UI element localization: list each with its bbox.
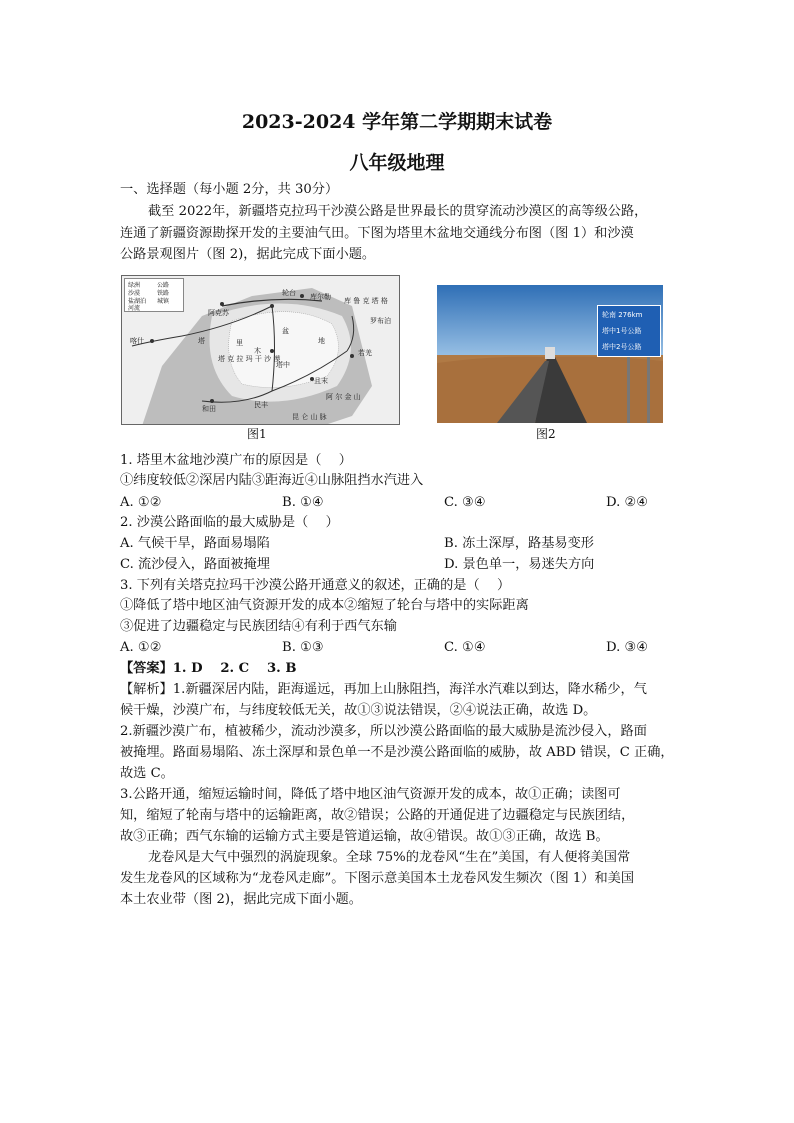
tarim-basin-map bbox=[121, 275, 400, 425]
analysis-line-1: 【解析】1.新疆深居内陆，距海遥远，再加上山脉阻挡，海洋水汽难以到达，降水稀少，气 bbox=[120, 682, 647, 697]
q2-option-a: A. 气候干旱，路面易塌陷 bbox=[120, 536, 270, 551]
road-sign bbox=[597, 305, 661, 357]
legend-oasis: 绿洲 bbox=[128, 282, 141, 289]
question-1-items: ①纬度较低②深居内陆③距海近④山脉阻挡水汽进入 bbox=[120, 473, 424, 488]
analysis-line-5: 故选 C。 bbox=[120, 766, 174, 781]
q1-option-a: A. ①② bbox=[120, 495, 162, 510]
legend-town: 城镇 bbox=[157, 298, 170, 305]
analysis-line-3: 2.新疆沙漠广布，植被稀少，流动沙漠多，所以沙漠公路面临的最大威胁是流沙侵入，路面 bbox=[120, 724, 647, 739]
analysis-line-8: 故③正确；西气东输的运输方式主要是管道运输，故④错误。故①③正确，故选 B。 bbox=[120, 829, 609, 844]
q1-option-b: B. ①④ bbox=[282, 495, 324, 510]
analysis-line-2: 候干燥，沙漠广布，与纬度较低无关，故①③说法错误，②④说法正确，故选 D。 bbox=[120, 703, 597, 718]
legend-river: 河流 bbox=[128, 305, 141, 312]
map-label-li: 里 bbox=[236, 339, 243, 347]
question-3-items-line-2: ③促进了边疆稳定与民族团结④有利于西气东输 bbox=[120, 619, 397, 634]
analysis-line-7: 知，缩短了轮南与塔中的运输距离，故②错误；公路的开通促进了边疆稳定与民族团结， bbox=[120, 808, 635, 823]
passage2-line-1: 龙卷风是大气中强烈的涡旋现象。全球 75%的龙卷风“生在”美国，有人便将美国常 bbox=[148, 850, 631, 865]
map-label-tazhong: 塔中 bbox=[276, 361, 290, 369]
map-label-pen: 盆 bbox=[282, 327, 289, 335]
legend-salt-lake: 盐湖泊 bbox=[128, 298, 147, 305]
q2-option-d: D. 景色单一，易迷失方向 bbox=[444, 557, 595, 572]
q3-option-b: B. ①③ bbox=[282, 640, 324, 655]
map-label-qiemo: 且末 bbox=[314, 377, 328, 385]
q1-option-d: D. ②④ bbox=[606, 495, 649, 510]
passage1-line-1: 截至 2022年，新疆塔克拉玛干沙漠公路是世界最长的贯穿流动沙漠区的高等级公路， bbox=[148, 204, 648, 219]
map-legend bbox=[124, 278, 184, 312]
map-label-luntai: 轮台 bbox=[282, 289, 296, 297]
sign-line-2: 塔中1号公路 bbox=[602, 327, 642, 335]
question-3-stem: 3. 下列有关塔克拉玛干沙漠公路开通意义的叙述，正确的是（ ） bbox=[120, 578, 511, 593]
q2-option-b: B. 冻土深厚，路基易变形 bbox=[444, 536, 594, 551]
map-label-kashgar: 喀什 bbox=[130, 337, 144, 345]
sign-line-1: 轮南 276km bbox=[602, 311, 643, 319]
passage2-line-2: 发生龙卷风的区域称为“龙卷风走廊”。下图示意美国本土龙卷风发生频次（图 1）和美国 bbox=[120, 871, 634, 886]
map-label-ruoqiang: 若羌 bbox=[358, 349, 372, 357]
exam-subtitle: 八年级地理 bbox=[349, 152, 445, 174]
desert-road-photo bbox=[437, 285, 663, 423]
passage1-line-2: 连通了新疆资源勘探开发的主要油气田。下图为塔里木盆地交通线分布图（图 1）和沙漠 bbox=[120, 226, 634, 241]
q1-option-c: C. ③④ bbox=[444, 495, 486, 510]
sign-line-3: 塔中2号公路 bbox=[602, 343, 642, 351]
legend-desert: 沙漠 bbox=[128, 290, 141, 297]
map-label-mu: 木 bbox=[254, 347, 261, 355]
map-label-kunlun: 昆 仑 山 脉 bbox=[292, 413, 327, 421]
figure1-caption: 图1 bbox=[247, 427, 267, 441]
map-label-korla: 库尔勒 bbox=[310, 293, 331, 301]
q2-option-c: C. 流沙侵入，路面被掩埋 bbox=[120, 557, 270, 572]
question-3-items-line-1: ①降低了塔中地区油气资源开发的成本②缩短了轮台与塔中的实际距离 bbox=[120, 598, 529, 613]
map-label-ta: 塔 bbox=[198, 337, 205, 345]
analysis-line-4: 被掩埋。路面易塌陷、冻土深厚和景色单一不是沙漠公路面临的威胁，故 ABD 错误，C 正确， bbox=[120, 745, 674, 760]
passage2-line-3: 本土农业带（图 2)，据此完成下面小题。 bbox=[120, 892, 362, 907]
exam-title: 2023-2024 学年第二学期期末试卷 bbox=[241, 111, 553, 133]
passage1-line-3: 公路景观图片（图 2)，据此完成下面小题。 bbox=[120, 247, 376, 262]
map-label-kuruktag: 库 鲁 克 塔 格 bbox=[344, 297, 388, 305]
q3-option-a: A. ①② bbox=[120, 640, 162, 655]
map-label-lopnur: 罗布泊 bbox=[370, 317, 391, 325]
legend-railway: 铁路 bbox=[157, 290, 170, 297]
map-label-hotan: 和田 bbox=[202, 405, 216, 413]
section-heading: 一、选择题（每小题 2分，共 30分） bbox=[120, 182, 339, 197]
map-label-taklamakan: 塔 克 拉 玛 干 沙 漠 bbox=[218, 355, 281, 363]
q3-option-c: C. ①④ bbox=[444, 640, 486, 655]
question-2-stem: 2. 沙漠公路面临的最大威胁是（ ） bbox=[120, 515, 339, 530]
q3-option-d: D. ③④ bbox=[606, 640, 649, 655]
map-label-minfeng: 民丰 bbox=[254, 401, 268, 409]
legend-road: 公路 bbox=[157, 282, 170, 289]
map-label-aksu: 阿克苏 bbox=[208, 309, 229, 317]
map-label-di: 地 bbox=[318, 337, 325, 345]
question-1-stem: 1. 塔里木盆地沙漠广布的原因是（ ） bbox=[120, 453, 352, 468]
figure2-caption: 图2 bbox=[536, 427, 556, 441]
map-label-altun: 阿 尔 金 山 bbox=[326, 393, 361, 401]
analysis-line-6: 3.公路开通，缩短运输时间，降低了塔中地区油气资源开发的成本，故①正确；读图可 bbox=[120, 787, 621, 802]
answer-key: 【答案】1. D 2. C 3. B bbox=[120, 661, 297, 676]
